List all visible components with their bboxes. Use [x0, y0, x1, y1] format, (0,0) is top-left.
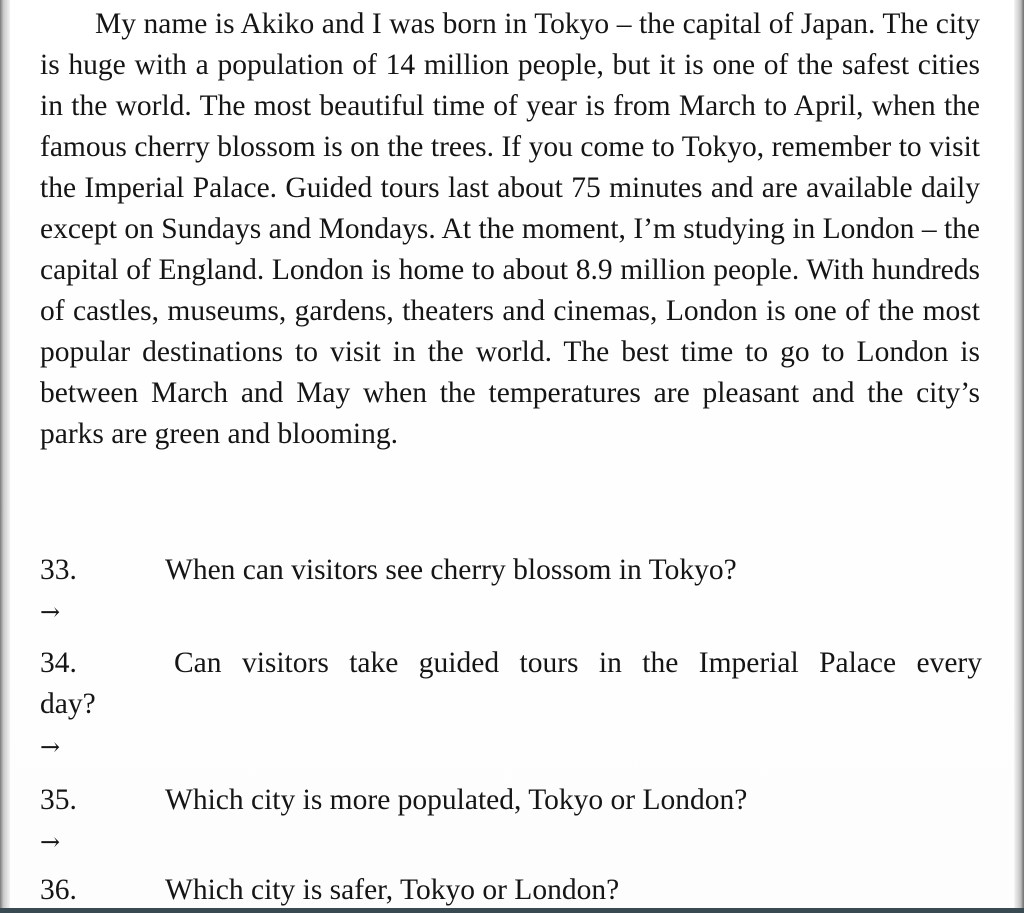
screen-bottom-bar — [0, 908, 1024, 913]
question-number: 33. — [40, 554, 77, 586]
reading-passage: My name is Akiko and I was born in Tokyo – the capital of Japan. The city is huge with a population of 14 million people, but it is one of the safest cities in the world. The most beautiful time of year is from March to April, when the famous cherry blossom is on the trees. If you come to Tokyo, remember to visit the Imperial Palace. Guided tours last about 75 minutes and are available daily except on Sundays and Mondays. At the moment, I’m studying in London – the capital of England. London is home to about 8.9 million people. With hundreds of castles, museums, gardens, theaters and cinemas, London is one of the most popular destinations to visit in the world. The best time to go to London is between March and May when the temperatures are pleasant and the city’s parks are green and blooming. — [40, 8, 980, 450]
question-text: Which city is safer, Tokyo or London? — [165, 874, 620, 906]
question-number: 36. — [40, 874, 77, 906]
answer-arrow-icon: → — [40, 733, 61, 761]
answer-arrow-icon: → — [40, 598, 61, 626]
question-33 — [40, 550, 982, 591]
question-text: Can visitors take guided tours in the Imperial Palace every day? — [40, 647, 982, 720]
page-right-shadow — [1014, 0, 1024, 913]
page-left-shadow — [0, 0, 10, 913]
question-35 — [40, 780, 982, 821]
answer-arrow-icon: → — [40, 828, 61, 856]
question-34 — [40, 643, 982, 725]
question-text: Which city is more populated, Tokyo or London? — [165, 784, 748, 816]
question-text: When can visitors see cherry blossom in Tokyo? — [165, 554, 737, 586]
question-number: 35. — [40, 784, 77, 816]
question-36 — [40, 870, 982, 911]
question-number: 34. — [40, 647, 77, 679]
